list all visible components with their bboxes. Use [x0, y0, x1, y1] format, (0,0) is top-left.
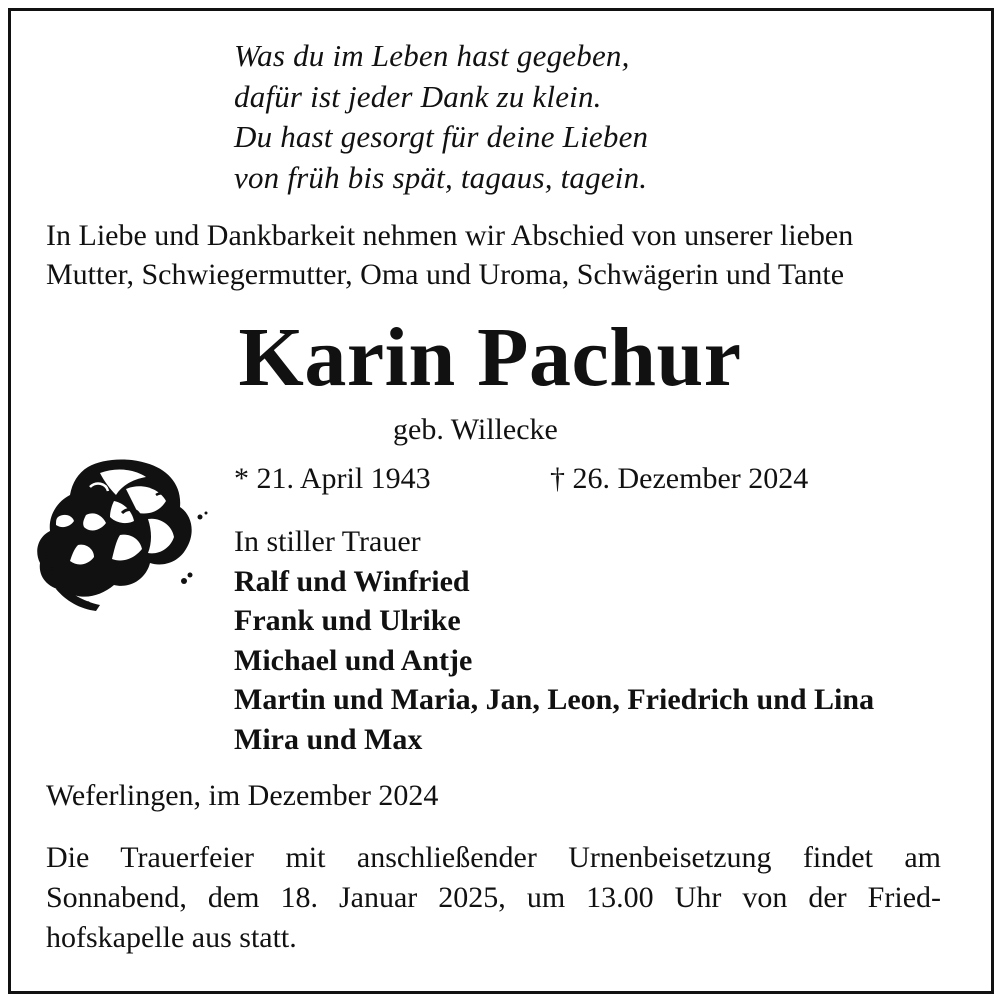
mourner-entry: Ralf und Winfried: [234, 564, 470, 598]
intro-text: [46, 216, 853, 294]
deceased-name: Karin Pachur: [238, 311, 742, 404]
mourner-entry: Mira und Max: [234, 722, 423, 756]
mourner-entry: Michael und Antje: [234, 643, 473, 677]
poem-line: von früh bis spät, tagaus, tagein.: [234, 159, 648, 195]
death-date: † 26. Dezember 2024: [550, 462, 809, 495]
service-line: Die Trauerfeier mit anschließender Urnenbeisetzung findet am: [46, 841, 941, 874]
birth-name: geb. Willecke: [393, 413, 558, 446]
memorial-poem: [234, 36, 648, 198]
mourner-entry: Frank und Ulrike: [234, 604, 461, 638]
place-and-date: Weferlingen, im Dezember 2024: [46, 779, 439, 812]
rose-icon: [30, 455, 220, 615]
mourning-lead: In stiller Trauer: [234, 525, 421, 558]
service-line: hofskapelle aus statt.: [46, 921, 297, 954]
poem-line: dafür ist jeder Dank zu klein.: [234, 78, 602, 114]
poem-line: Was du im Leben hast gegeben,: [234, 38, 630, 73]
birth-date: * 21. April 1943: [234, 462, 431, 495]
funeral-service-info: [46, 838, 941, 958]
service-line: Sonnabend, dem 18. Januar 2025, um 13.00 Uhr von der Fried-: [46, 881, 941, 914]
mourners-block: [234, 522, 874, 760]
intro-line: In Liebe und Dankbarkeit nehmen wir Abschied von unserer lieben: [46, 219, 854, 252]
poem-line: Du hast gesorgt für deine Lieben: [234, 119, 649, 154]
mourner-entry: Martin und Maria, Jan, Leon, Friedrich und Lina: [234, 683, 875, 717]
intro-line: Mutter, Schwiegermutter, Oma und Uroma, Schwägerin und Tante: [46, 258, 845, 291]
